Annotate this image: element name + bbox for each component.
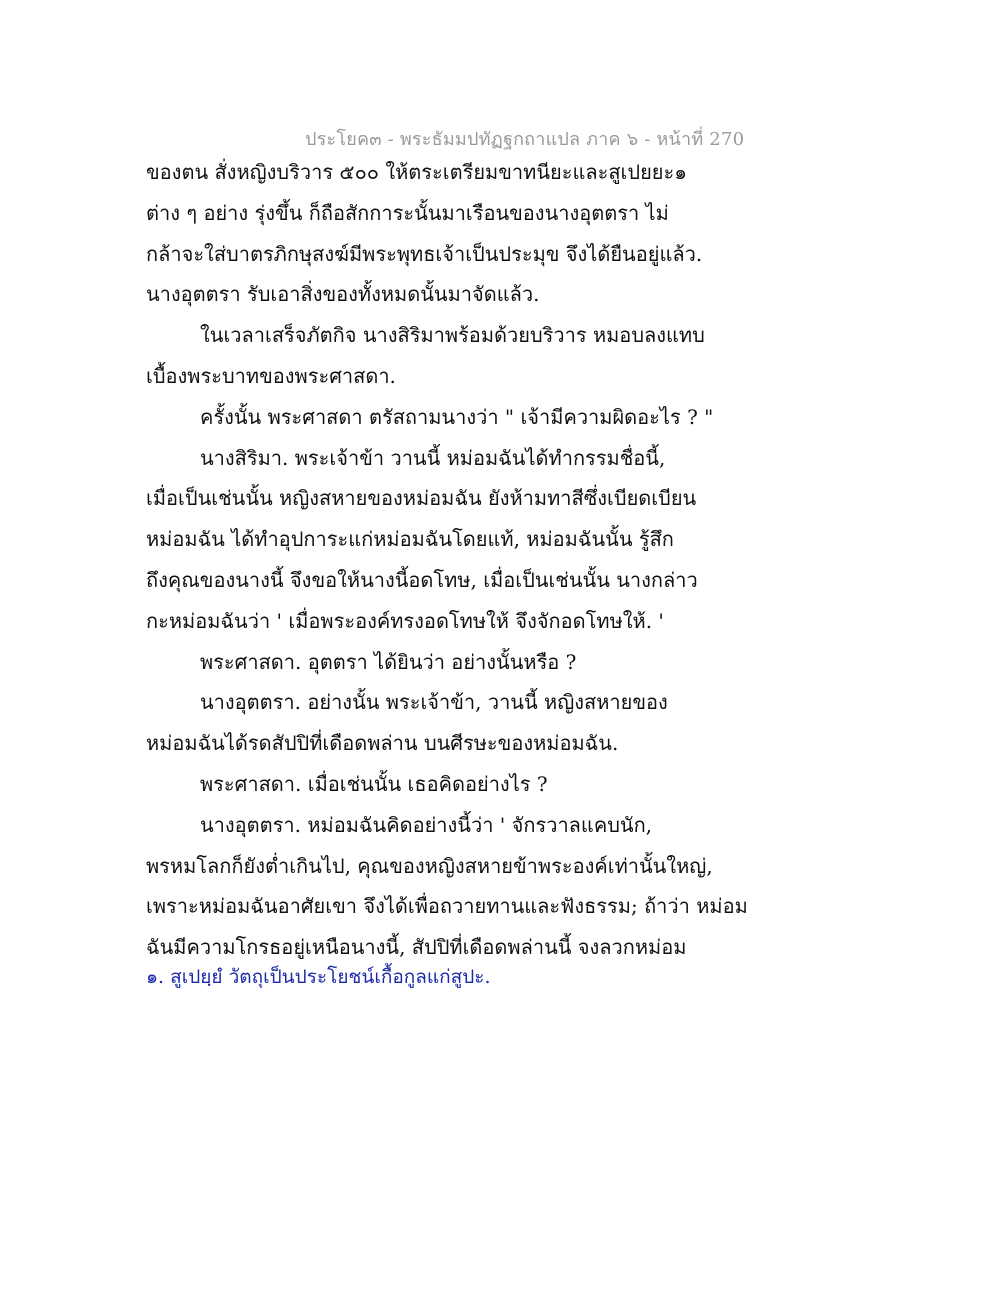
text-line: นางอุตตรา. อย่างนั้น พระเจ้าข้า, วานนี้ หญิงสหายของ (200, 690, 668, 715)
text-line: กะหม่อมฉันว่า ' เมื่อพระองค์ทรงอดโทษให้ จึงจักอดโทษให้. ' (146, 608, 664, 633)
footnote: ๑. สูเปยฺยํ วัตถุเป็นประโยชน์เกื้อกูลแก่สูปะ. (146, 966, 491, 988)
text-line: นางอุตตรา รับเอาสิ่งของทั้งหมดนั้นมาจัดแล้ว. (146, 282, 540, 307)
text-line: นางอุตตรา. หม่อมฉันคิดอย่างนี้ว่า ' จักรวาลแคบนัก, (200, 812, 653, 837)
text-line: พระศาสดา. อุตตรา ได้ยินว่า อย่างนั้นหรือ ? (200, 649, 577, 674)
text-line: ในเวลาเสร็จภัตกิจ นางสิริมาพร้อมด้วยบริวาร หมอบลงแทบ (200, 323, 705, 348)
text-line: หม่อมฉันได้รดสัปปิที่เดือดพล่าน บนศีรษะของหม่อมฉัน. (146, 731, 619, 756)
text-line: ถึงคุณของนางนี้ จึงขอให้นางนี้อดโทษ, เมื่อเป็นเช่นนั้น นางกล่าว (146, 567, 698, 592)
text-line: เพราะหม่อมฉันอาศัยเขา จึงได้เพื่อถวายทานและฟังธรรม; ถ้าว่า หม่อม (146, 894, 748, 919)
text-line: พรหมโลกก็ยังต่ำเกินไป, คุณของหญิงสหายข้าพระองค์เท่านั้นใหญ่, (146, 853, 713, 878)
page-header-text: ประโยค๓ - พระธัมมปทัฏฐกถาแปล ภาค ๖ - หน้าที่ 270 (305, 129, 745, 150)
text-line: พระศาสดา. เมื่อเช่นนั้น เธอคิดอย่างไร ? (200, 771, 548, 796)
text-line: หม่อมฉัน ได้ทำอุปการะแก่หม่อมฉันโดยแท้, หม่อมฉันนั้น รู้สึก (146, 527, 674, 552)
text-line: ครั้งนั้น พระศาสดา ตรัสถามนางว่า " เจ้ามีความผิดอะไร ? " (200, 404, 714, 429)
text-line: กล้าจะใส่บาตรภิกษุสงฆ์มีพระพุทธเจ้าเป็นประมุข จึงได้ยืนอยู่แล้ว. (146, 241, 703, 266)
text-line: ของตน สั่งหญิงบริวาร ๕๐๐ ให้ตระเตรียมขาทนียะและสูเปยยะ๑ (146, 160, 687, 184)
text-line: เบื้องพระบาทของพระศาสดา. (146, 363, 396, 388)
body-text (146, 152, 748, 968)
text-line: นางสิริมา. พระเจ้าข้า วานนี้ หม่อมฉันได้ทำกรรมชื่อนี้, (200, 445, 666, 470)
text-line: เมื่อเป็นเช่นนั้น หญิงสหายของหม่อมฉัน ยังห้ามทาสีซึ่งเบียดเบียน (146, 486, 697, 511)
text-line: ฉันมีความโกรธอยู่เหนือนางนี้, สัปปิที่เดือดพล่านนี้ จงลวกหม่อม (146, 935, 687, 960)
text-line: ต่าง ๆ อย่าง รุ่งขึ้น ก็ถือสักการะนั้นมาเรือนของนางอุตตรา ไม่ (146, 200, 669, 225)
